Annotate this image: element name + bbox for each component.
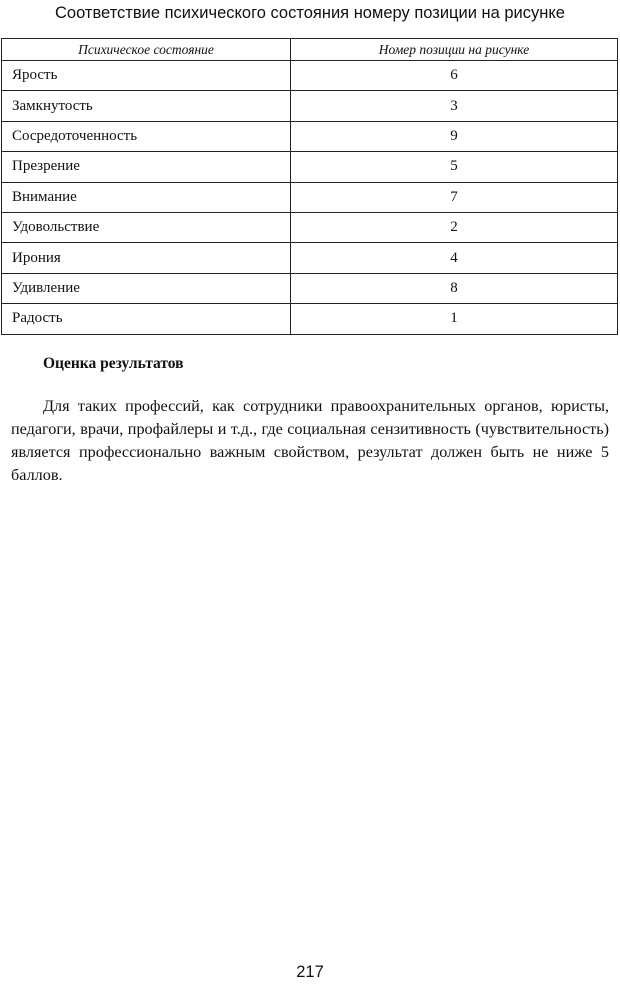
position-cell: 8 [291, 273, 618, 303]
section-heading: Оценка результатов [43, 355, 184, 372]
state-cell: Замкнутость [2, 91, 291, 121]
position-cell: 3 [291, 91, 618, 121]
table-row [2, 152, 618, 182]
position-cell: 9 [291, 121, 618, 151]
state-cell: Сосредоточенность [2, 121, 291, 151]
state-cell: Презрение [2, 152, 291, 182]
state-cell: Ярость [2, 61, 291, 91]
table-row [2, 61, 618, 91]
position-cell: 2 [291, 212, 618, 242]
state-cell: Внимание [2, 182, 291, 212]
position-cell: 7 [291, 182, 618, 212]
state-cell: Ирония [2, 243, 291, 273]
position-cell: 6 [291, 61, 618, 91]
position-cell: 4 [291, 243, 618, 273]
table-header-row [2, 39, 618, 61]
state-cell: Радость [2, 304, 291, 334]
table-row [2, 121, 618, 151]
table-row [2, 91, 618, 121]
table-row [2, 182, 618, 212]
table-row [2, 212, 618, 242]
column-header-state: Психическое состояние [2, 39, 291, 61]
table-row [2, 243, 618, 273]
state-cell: Удовольствие [2, 212, 291, 242]
states-table [1, 38, 618, 335]
table-row [2, 273, 618, 303]
position-cell: 1 [291, 304, 618, 334]
page-title: Соответствие психического состояния номеру позиции на рисунке [55, 4, 565, 22]
position-cell: 5 [291, 152, 618, 182]
column-header-position: Номер позиции на рисунке [291, 39, 618, 61]
page-number: 217 [296, 963, 324, 981]
table-row [2, 304, 618, 334]
body-paragraph: Для таких профессий, как сотрудники правоохранительных органов, юристы, педагоги, врачи, профайлеры и т.д., где социальная сензитивность (чувствительность) является профессионально важным свойством, результат должен быть не ниже 5 баллов. [11, 397, 609, 484]
state-cell: Удивление [2, 273, 291, 303]
